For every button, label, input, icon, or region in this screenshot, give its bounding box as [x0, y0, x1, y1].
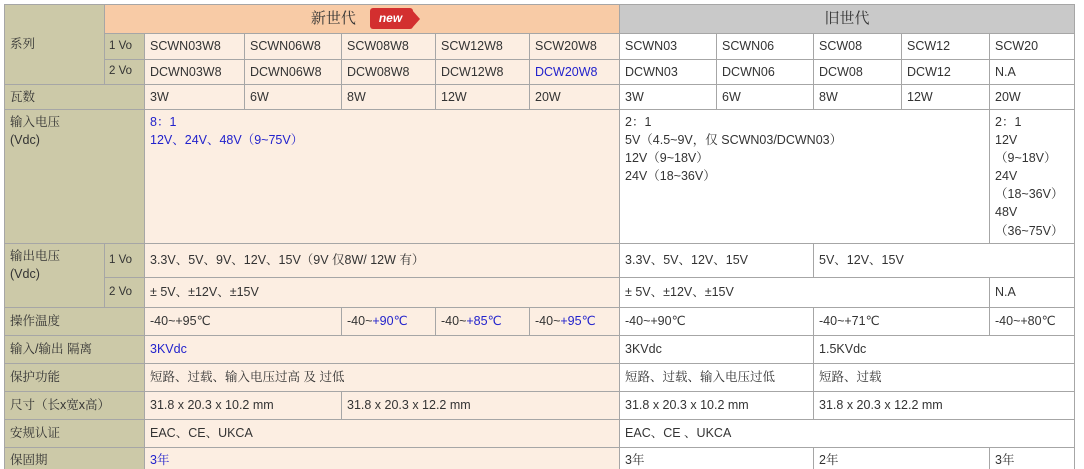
table-row-protection	[5, 363, 1075, 391]
model-old-1vo-3: SCW08	[814, 34, 902, 59]
vin-new-ratio: 8：1	[150, 114, 177, 129]
temp-old-2: -40~+71℃	[814, 307, 990, 335]
model-old-1vo-1: SCWN03	[620, 34, 717, 59]
size-old-b: 31.8 x 20.3 x 12.2 mm	[814, 391, 1075, 419]
vout-old-2vo-a: ± 5V、±12V、±15V	[620, 277, 990, 307]
table-row-wattage	[5, 84, 1075, 109]
table-row-safety	[5, 419, 1075, 447]
watt-new-1: 3W	[145, 84, 245, 109]
row-label-output-voltage-line2: (Vdc)	[10, 266, 40, 281]
table-row-size	[5, 391, 1075, 419]
row-label-warranty: 保固期	[5, 447, 145, 469]
watt-old-4: 12W	[902, 84, 990, 109]
temp-old-3: -40~+80℃	[990, 307, 1075, 335]
row-label-output-voltage	[5, 243, 105, 307]
temp-old-1: -40~+90℃	[620, 307, 814, 335]
temp-new-3-hi: +85℃	[466, 314, 502, 329]
model-new-2vo-5: DCW20W8	[530, 59, 620, 84]
model-old-1vo-5: SCW20	[990, 34, 1075, 59]
isolation-old-b: 1.5KVdc	[814, 335, 1075, 363]
model-new-2vo-4: DCW12W8	[436, 59, 530, 84]
row-label-input-voltage-line1: 输入电压	[10, 114, 61, 129]
vin-old-ratio: 2：1	[625, 114, 652, 129]
watt-old-5: 20W	[990, 84, 1075, 109]
warranty-old-c: 3年	[990, 447, 1075, 469]
model-new-1vo-5: SCW20W8	[530, 34, 620, 59]
row-label-isolation: 输入/输出 隔离	[5, 335, 145, 363]
protection-old-b: 短路、过载	[814, 363, 1075, 391]
temp-new-3	[436, 307, 530, 335]
model-new-1vo-3: SCW08W8	[342, 34, 436, 59]
row-label-input-voltage-line2: (Vdc)	[10, 132, 40, 147]
watt-new-5: 20W	[530, 84, 620, 109]
vin-old20-48v: 48V（36~75V）	[995, 205, 1064, 238]
vin-old20-ratio: 2：1	[995, 114, 1022, 129]
vin-old-20w	[990, 109, 1075, 243]
model-old-2vo-2: DCWN06	[717, 59, 814, 84]
vin-old-12v: 12V（9~18V）	[625, 151, 709, 166]
temp-new-4-pre: -40~	[535, 314, 561, 329]
table-row-output-voltage-2vo	[5, 277, 1075, 307]
vin-new-values: 12V、24V、48V（9~75V）	[150, 132, 304, 147]
watt-new-4: 12W	[436, 84, 530, 109]
model-new-1vo-4: SCW12W8	[436, 34, 530, 59]
temp-new-2-pre: -40~	[347, 314, 373, 329]
temp-new-1: -40~+95℃	[145, 307, 342, 335]
model-old-2vo-4: DCW12	[902, 59, 990, 84]
temp-new-2	[342, 307, 436, 335]
table-row-operating-temperature	[5, 307, 1075, 335]
row-label-operating-temperature: 操作温度	[5, 307, 145, 335]
new-badge: new	[370, 8, 413, 29]
model-new-1vo-1: SCWN03W8	[145, 34, 245, 59]
row-label-safety: 安规认证	[5, 419, 145, 447]
temp-new-4-hi: +95℃	[560, 314, 596, 329]
table-row-generation-header	[5, 5, 1075, 34]
watt-old-1: 3W	[620, 84, 717, 109]
vout-old-1vo-b: 5V、12V、15V	[814, 243, 1075, 277]
table-row-models-1vo	[5, 34, 1075, 59]
model-old-2vo-1: DCWN03	[620, 59, 717, 84]
model-new-2vo-3: DCW08W8	[342, 59, 436, 84]
safety-old: EAC、CE 、UKCA	[620, 419, 1075, 447]
isolation-old-a: 3KVdc	[620, 335, 814, 363]
vout-vo1-label: 1 Vo	[105, 243, 145, 277]
table-row-output-voltage-1vo	[5, 243, 1075, 277]
temp-new-2-hi: +90℃	[372, 314, 408, 329]
watt-new-3: 8W	[342, 84, 436, 109]
temp-new-3-pre: -40~	[441, 314, 467, 329]
series-label: 系列	[5, 5, 105, 85]
temp-new-4	[530, 307, 620, 335]
row-label-output-voltage-line1: 输出电压	[10, 248, 61, 263]
size-old-a: 31.8 x 20.3 x 10.2 mm	[620, 391, 814, 419]
table-row-isolation	[5, 335, 1075, 363]
vout-old-2vo-b: N.A	[990, 277, 1075, 307]
product-comparison-table	[4, 4, 1075, 469]
size-new-b: 31.8 x 20.3 x 12.2 mm	[342, 391, 620, 419]
model-new-1vo-2: SCWN06W8	[245, 34, 342, 59]
row-label-protection: 保护功能	[5, 363, 145, 391]
model-new-2vo-2: DCWN06W8	[245, 59, 342, 84]
watt-new-2: 6W	[245, 84, 342, 109]
model-old-2vo-5: N.A	[990, 59, 1075, 84]
vout-new-2vo: ± 5V、±12V、±15V	[145, 277, 620, 307]
vo2-label: 2 Vo	[105, 59, 145, 84]
vin-old-24v: 24V（18~36V）	[625, 169, 716, 184]
vout-new-1vo: 3.3V、5V、9V、12V、15V（9V 仅8W/ 12W 有）	[145, 243, 620, 277]
old-generation-header: 旧世代	[620, 5, 1075, 34]
row-label-size: 尺寸（长x宽x高）	[5, 391, 145, 419]
model-old-2vo-3: DCW08	[814, 59, 902, 84]
warranty-old-a: 3年	[620, 447, 814, 469]
table-row-input-voltage	[5, 109, 1075, 243]
table-row-warranty	[5, 447, 1075, 469]
vin-old-5v: 5V（4.5~9V，仅 SCWN03/DCWN03）	[625, 132, 843, 147]
warranty-new: 3年	[145, 447, 620, 469]
isolation-new: 3KVdc	[145, 335, 620, 363]
model-old-1vo-2: SCWN06	[717, 34, 814, 59]
vin-old20-24v: 24V（18~36V）	[995, 169, 1064, 202]
vo1-label: 1 Vo	[105, 34, 145, 59]
model-new-2vo-1: DCWN03W8	[145, 59, 245, 84]
vout-vo2-label: 2 Vo	[105, 277, 145, 307]
vin-new	[145, 109, 620, 243]
protection-old-a: 短路、过载、输入电压过低	[620, 363, 814, 391]
table-row-models-2vo	[5, 59, 1075, 84]
watt-old-2: 6W	[717, 84, 814, 109]
size-new-a: 31.8 x 20.3 x 10.2 mm	[145, 391, 342, 419]
vin-old	[620, 109, 990, 243]
warranty-old-b: 2年	[814, 447, 990, 469]
vout-old-1vo-a: 3.3V、5V、12V、15V	[620, 243, 814, 277]
new-generation-header	[105, 5, 620, 34]
watt-old-3: 8W	[814, 84, 902, 109]
vin-old20-12v: 12V（9~18V）	[995, 132, 1057, 166]
row-label-wattage: 瓦数	[5, 84, 145, 109]
new-generation-label: 新世代	[310, 10, 356, 27]
model-old-1vo-4: SCW12	[902, 34, 990, 59]
safety-new: EAC、CE、UKCA	[145, 419, 620, 447]
row-label-input-voltage	[5, 109, 145, 243]
protection-new: 短路、过载、输入电压过高 及 过低	[145, 363, 620, 391]
